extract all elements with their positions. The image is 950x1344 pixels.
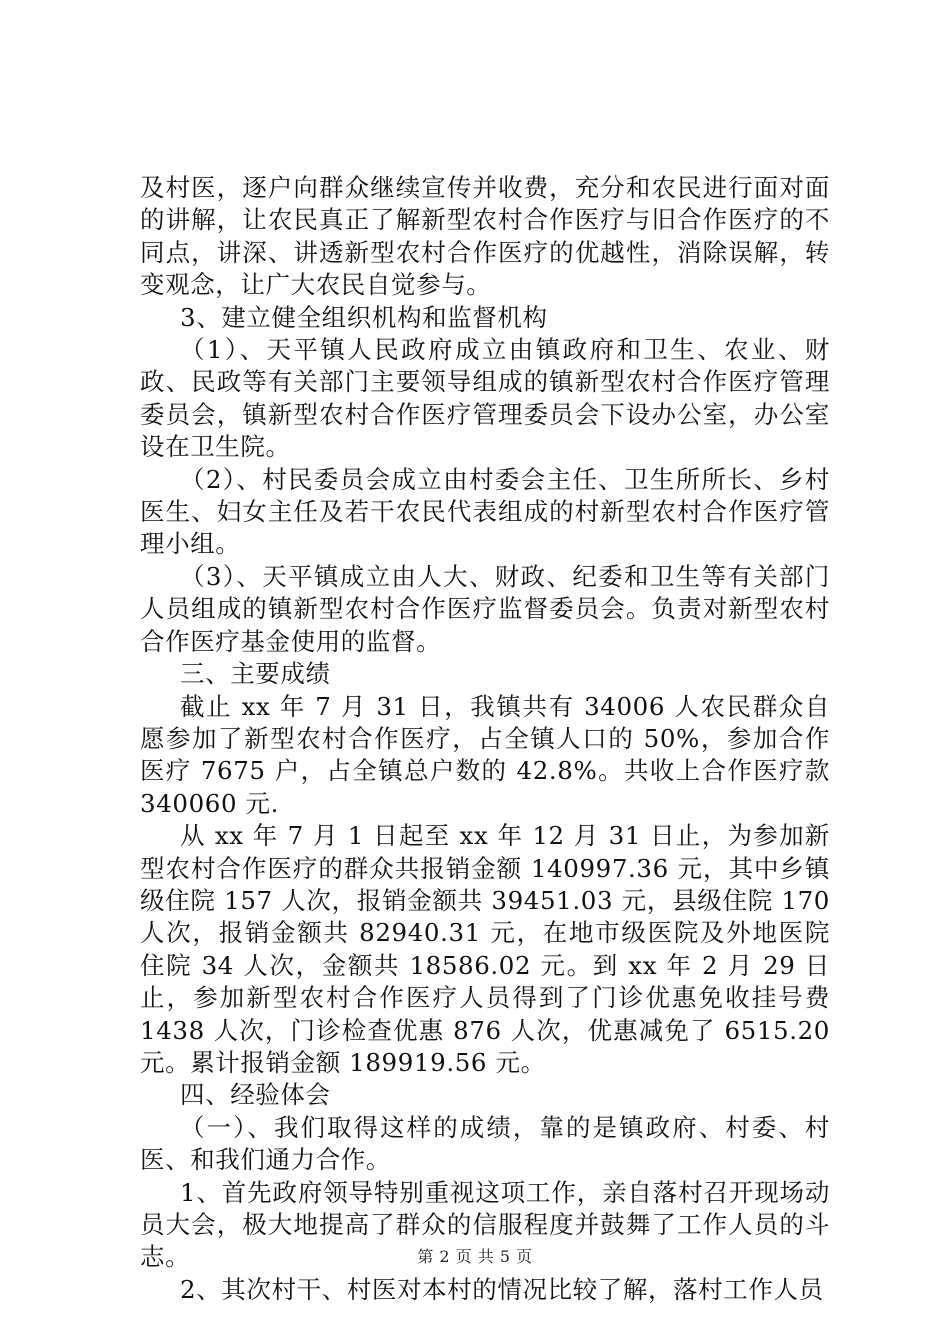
paragraph-item-2: （2）、村民委员会成立由村委会主任、卫生所所长、乡村医生、妇女主任及若干农民代表组成的村新型农村合作医疗管理小组。 <box>140 464 830 559</box>
document-body <box>140 172 830 1306</box>
paragraph-reimbursement-stats: 从 xx 年 7 月 1 日起至 xx 年 12 月 31 日止，为参加新型农村合作医疗的群众共报销金额 140997.36 元，其中乡镇级住院 157 人次，报销金额共 39451.03 元，县级住院 170 人次，报销金额共 82940.31 元，在地市级医院及外地医院住院 34 人次，金额共 18586.02 元。到 xx 年 2 月 29 日止，参加新型农村合作医疗人员得到了门诊优惠免收挂号费 1438 人次，门诊检查优惠 876 人次，优惠减免了 6515.20 元。累计报销金额 189919.56 元。 <box>140 821 830 1077</box>
paragraph-item-1: （1）、天平镇人民政府成立由镇政府和卫生、农业、财政、民政等有关部门主要领导组成的镇新型农村合作医疗管理委员会，镇新型农村合作医疗管理委员会下设办公室，办公室设在卫生院。 <box>140 335 830 462</box>
paragraph-continuation: 及村医，逐户向群众继续宣传并收费，充分和农民进行面对面的讲解，让农民真正了解新型农村合作医疗与旧合作医疗的不同点，讲深、讲透新型农村合作医疗的优越性，消除误解，转变观念，让广大农民自觉参与。 <box>140 173 830 300</box>
paragraph-experience-point-2: 2、其次村干、村医对本村的情况比较了解，落村工作人员 <box>180 1274 824 1304</box>
paragraph-experience-point-1: 1、首先政府领导特别重视这项工作，亲自落村召开现场动员大会，极大地提高了群众的信服程度并鼓舞了工作人员的斗志。 <box>140 1177 830 1272</box>
section-heading-experience: 四、经验体会 <box>180 1080 331 1110</box>
section-heading-organization: 3、建立健全组织机构和监督机构 <box>180 302 548 332</box>
page-footer: 第 2 页 共 5 页 <box>417 1247 533 1266</box>
paragraph-experience-1: （一）、我们取得这样的成绩，靠的是镇政府、村委、村医、和我们通力合作。 <box>140 1112 830 1175</box>
section-heading-achievements: 三、主要成绩 <box>180 659 331 689</box>
paragraph-enrollment-stats: 截止 xx 年 7 月 31 日，我镇共有 34006 人农民群众自愿参加了新型农村合作医疗，占全镇人口的 50%，参加合作医疗 7675 户，占全镇总户数的 42.8%。共收上合作医疗款 340060 元. <box>140 691 830 818</box>
paragraph-item-3: （3）、天平镇成立由人大、财政、纪委和卫生等有关部门人员组成的镇新型农村合作医疗监督委员会。负责对新型农村合作医疗基金使用的监督。 <box>140 561 830 656</box>
